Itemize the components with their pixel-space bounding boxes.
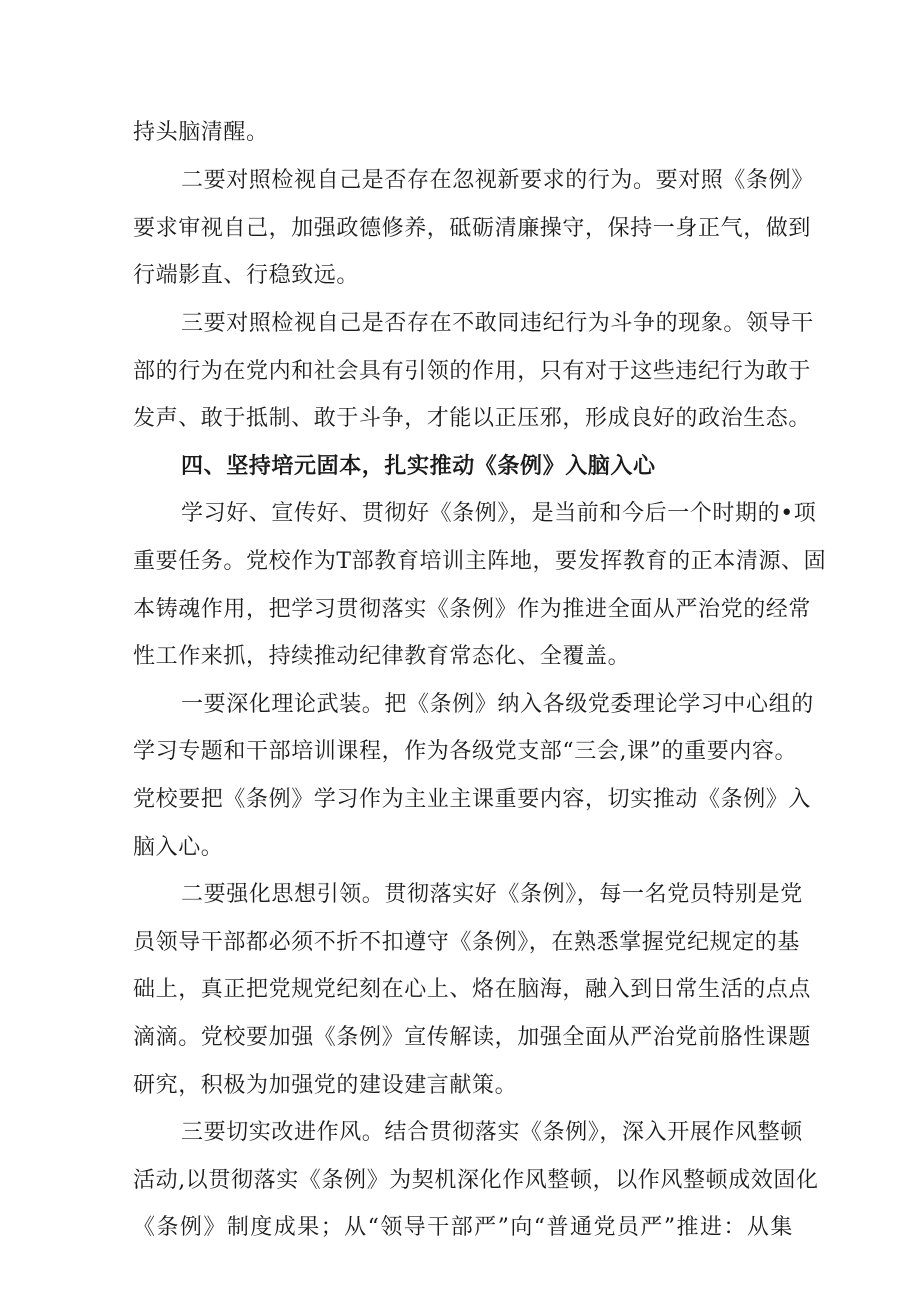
text-line: 二要对照检视自己是否存在忽视新要求的行为。要对照《条例》 xyxy=(181,168,814,193)
text-line: 要求审视自己，加强政德修养，砥砺清廉操守，保持一身正气，做到 xyxy=(133,216,812,241)
text-line: 发声、敢于抵制、敢于斗争，才能以正压邪，形成良好的政治生态。 xyxy=(133,406,812,431)
text-line: 学习专题和干部培训课程，作为各级党支部“三会,课”的重要内容。 xyxy=(133,739,798,764)
text-line: 脑入心。 xyxy=(133,835,224,860)
text-line: 学习好、宣传好、贯彻好《条例》，是当前和今后一个时期的•项 xyxy=(181,501,817,526)
text-line: 重要任务。党校作为T部教育培训主阵地，要发挥教育的正本清源、固 xyxy=(133,549,827,574)
text-line: 研究，积极为加强党的建设建言献策。 xyxy=(133,1073,518,1098)
text-line: 部的行为在党内和社会具有引领的作用，只有对于这些违纪行为敢于 xyxy=(133,359,812,384)
text-line: 二要强化思想引领。贯彻落实好《条例》，每一名党员特别是党 xyxy=(181,882,803,907)
text-line: 三要对照检视自己是否存在不敢同违纪行为斗争的现象。领导干 xyxy=(181,311,814,336)
text-line: 滴滴。党校要加强《条例》宣传解读，加强全面从严治党前胳性课题 xyxy=(133,1025,812,1050)
text-line: 行端影直、行稳致远。 xyxy=(133,263,360,288)
text-line: 员领导干部都必须不折不扣遵守《条例》，在熟悉掌握党纪规定的基 xyxy=(133,930,801,955)
text-line: 一要深化理论武装。把《条例》纳入各级党委理论学习中心组的 xyxy=(181,692,814,717)
text-line: 党校要把《条例》学习作为主业主课重要内容，切实推动《条例》入 xyxy=(133,787,812,812)
text-line: 本铸魂作用，把学习贯彻落实《条例》作为推进全面从严治党的经常 xyxy=(133,597,812,622)
text-line: 《条例》制度成果；从“领导干部严”向“普通党员严”推进：从集 xyxy=(133,1215,793,1240)
text-line: 三要切实改进作风。结合贯彻落实《条例》，深入开展作风整顿 xyxy=(181,1120,803,1145)
section-heading: 四、坚持培元固本，扎实推动《条例》入脑入心 xyxy=(181,454,656,479)
text-line: 础上，真正把党规党纪刻在心上、烙在脑海，融入到日常生活的点点 xyxy=(133,977,812,1002)
text-line: 活动,以贯彻落实《条例》为契机深化作风整顿，以作风整顿成效固化 xyxy=(133,1168,819,1193)
text-line: 持头脑清醒。 xyxy=(133,120,269,145)
text-line: 性工作来抓，持续推动纪律教育常态化、全覆盖。 xyxy=(133,644,631,669)
